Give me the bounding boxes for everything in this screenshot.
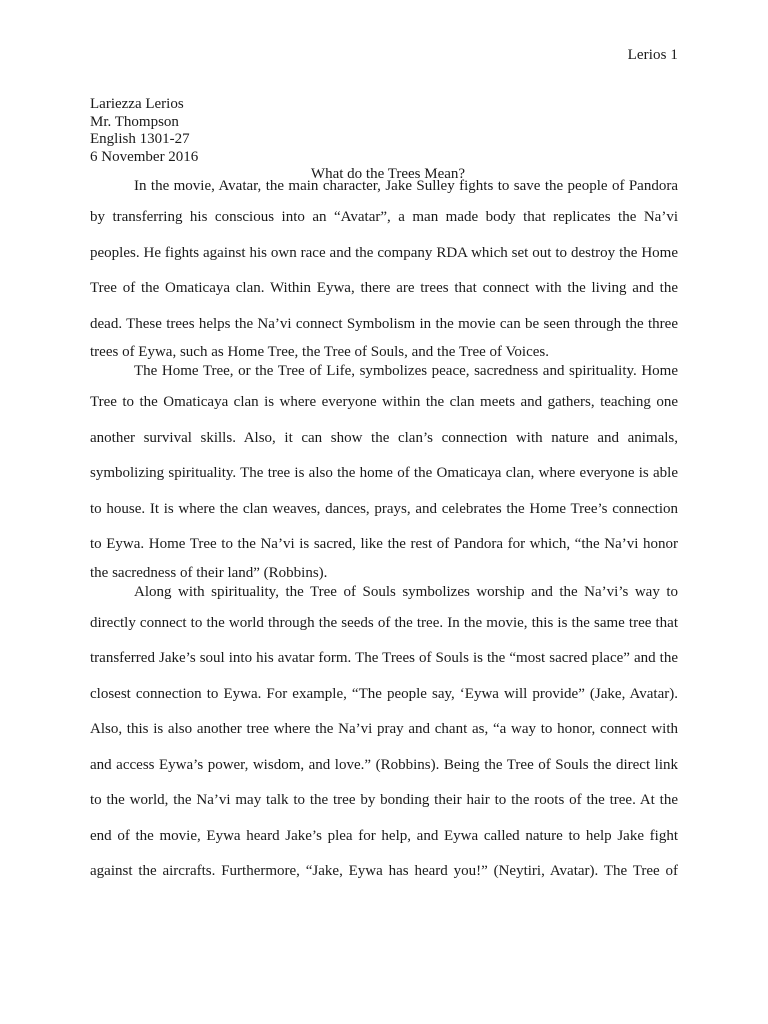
mla-heading bbox=[90, 96, 198, 166]
essay-title: What do the Trees Mean? bbox=[310, 166, 466, 182]
paragraph-line: In the movie, Avatar, the main character, Jake Sulley fights to save the people of Pandora bbox=[134, 178, 678, 194]
paragraph-line: The Home Tree, or the Tree of Life, symbolizes peace, sacredness and spirituality. Home bbox=[134, 363, 678, 379]
paragraph-line: transferred Jake’s soul into his avatar form. The Trees of Souls is the “most sacred place” and the bbox=[90, 650, 678, 666]
paragraph-line: by transferring his conscious into an “Avatar”, a man made body that replicates the Na’vi bbox=[90, 209, 678, 225]
instructor-name: Mr. Thompson bbox=[90, 113, 179, 130]
running-header: Lerios 1 bbox=[627, 47, 678, 63]
paragraph-3 bbox=[90, 584, 678, 892]
paragraph-line: symbolizing spirituality. The tree is also the home of the Omaticaya clan, where everyone is able bbox=[90, 465, 678, 481]
paragraph-line: to Eywa. Home Tree to the Na’vi is sacred, like the rest of Pandora for which, “the Na’vi honor bbox=[90, 536, 678, 552]
paragraph-line: Tree of the Omaticaya clan. Within Eywa, there are trees that connect with the living and the bbox=[90, 280, 678, 296]
paragraph-line: and access Eywa’s power, wisdom, and love.” (Robbins). Being the Tree of Souls the direct link bbox=[90, 756, 678, 773]
paragraph-line: Also, this is also another tree where the Na’vi pray and chant as, “a way to honor, connect with bbox=[90, 721, 678, 737]
paragraph-1 bbox=[90, 178, 678, 363]
paragraph-line: against the aircrafts. Furthermore, “Jake, Eywa has heard you!” (Neytiri, Avatar). The Tree of bbox=[90, 863, 678, 879]
paragraph-line: another survival skills. Also, it can show the clan’s connection with nature and animals, bbox=[90, 429, 678, 446]
date: 6 November 2016 bbox=[90, 148, 199, 165]
author-name: Lariezza Lerios bbox=[90, 96, 184, 112]
paragraph-line: to house. It is where the clan weaves, dances, prays, and celebrates the Home Tree’s connection bbox=[90, 500, 678, 517]
paragraph-line: Tree to the Omaticaya clan is where everyone within the clan meets and gathers, teaching one bbox=[90, 394, 678, 410]
paragraph-line: end of the movie, Eywa heard Jake’s plea for help, and Eywa called nature to help Jake fight bbox=[90, 827, 678, 844]
course-name: English 1301-27 bbox=[90, 131, 190, 147]
paragraph-line: the sacredness of their land” (Robbins). bbox=[90, 564, 328, 581]
paragraph-line: Along with spirituality, the Tree of Souls symbolizes worship and the Na’vi’s way to bbox=[134, 583, 678, 600]
paragraph-line: trees of Eywa, such as Home Tree, the Tree of Souls, and the Tree of Voices. bbox=[90, 344, 549, 360]
paragraph-line: directly connect to the world through the seeds of the tree. In the movie, this is the same tree that bbox=[90, 614, 678, 631]
paragraph-line: to the world, the Na’vi may talk to the tree by bonding their hair to the roots of the tree. At the bbox=[90, 792, 678, 808]
essay-body bbox=[90, 178, 678, 892]
paragraph-line: closest connection to Eywa. For example, “The people say, ‘Eywa will provide” (Jake, Avatar). bbox=[90, 685, 678, 702]
paragraph-line: dead. These trees helps the Na’vi connect Symbolism in the movie can be seen through the three bbox=[90, 315, 678, 332]
paragraph-line: peoples. He fights against his own race and the company RDA which set out to destroy the Home bbox=[90, 244, 678, 261]
paragraph-2 bbox=[90, 363, 678, 584]
